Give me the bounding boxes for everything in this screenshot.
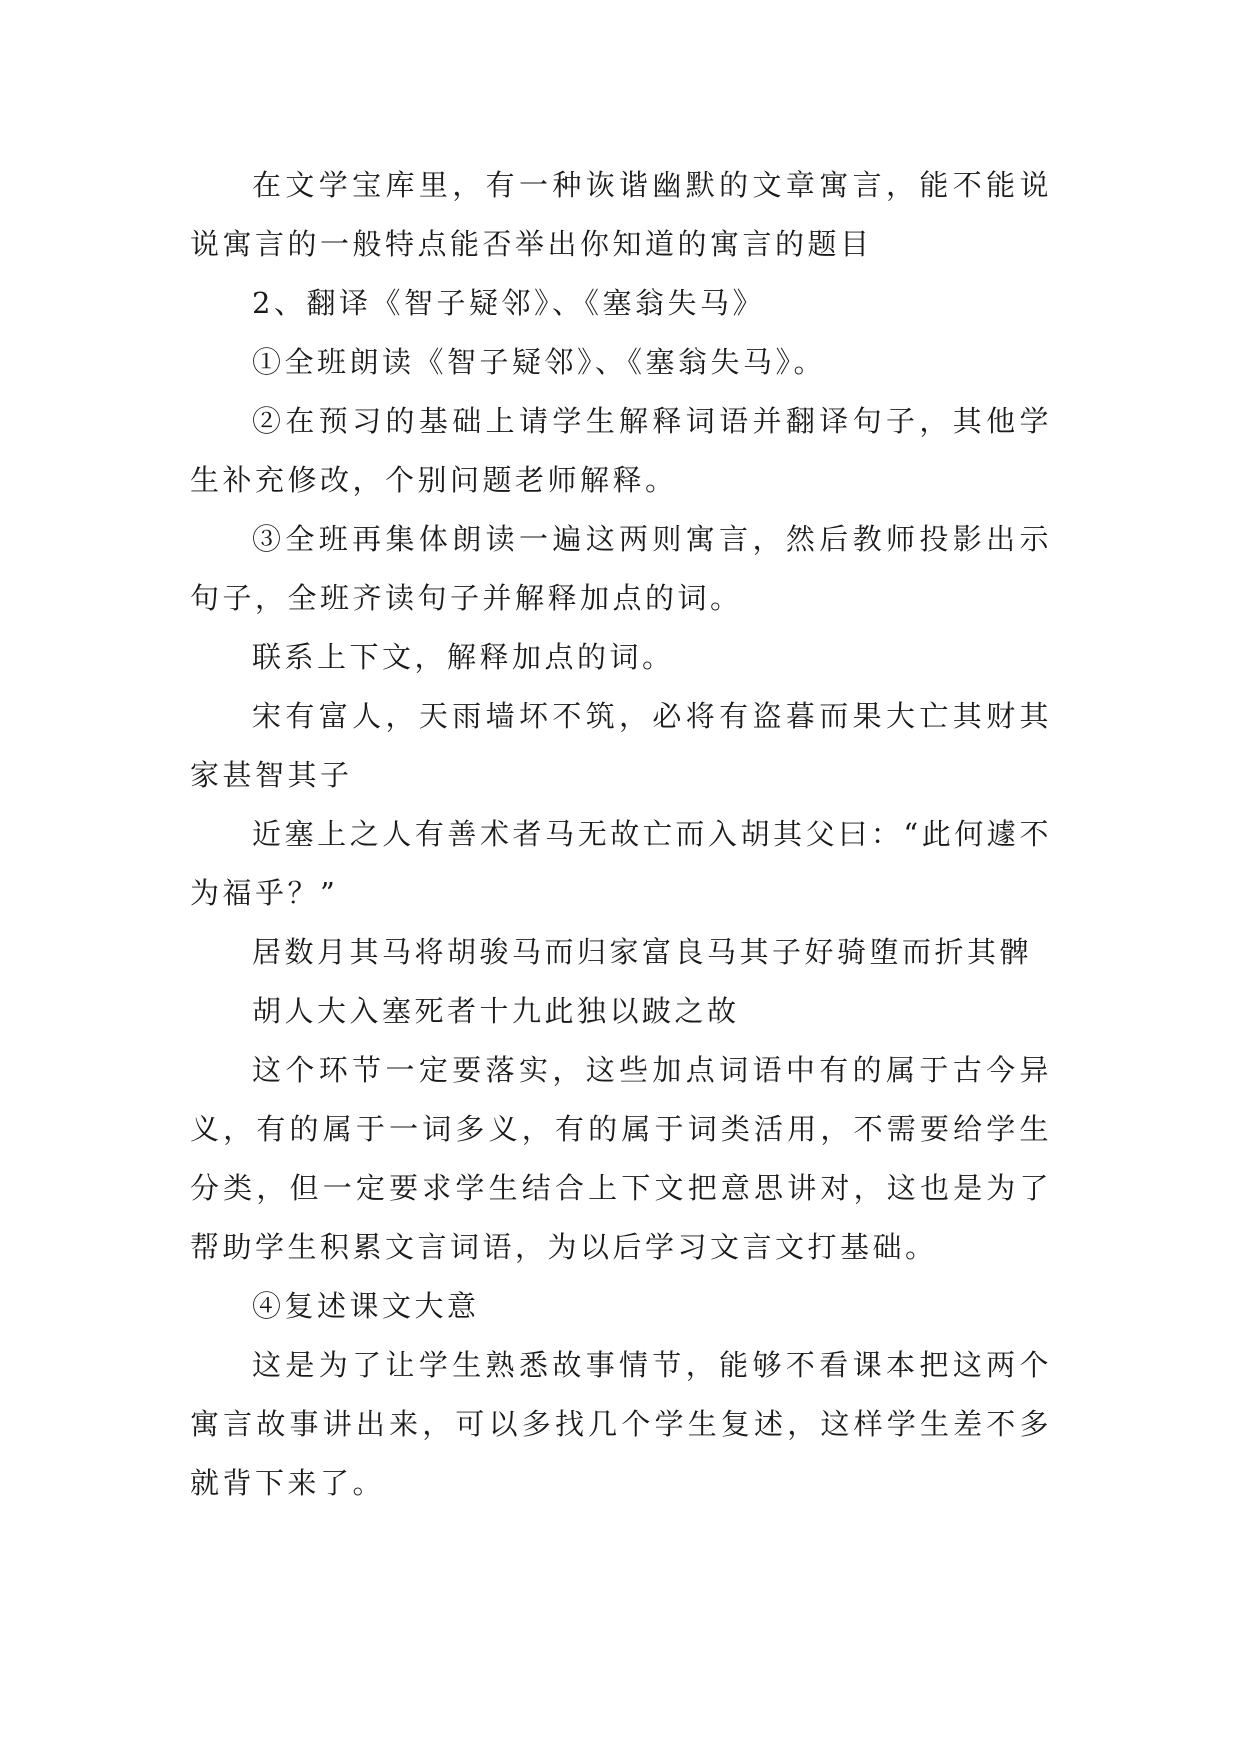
paragraph-retell-note: 这是为了让学生熟悉故事情节，能够不看课本把这两个寓言故事讲出来，可以多找几个学生复述，这样学生差不多就背下来了。 (190, 1348, 1052, 1500)
paragraph-quote-sai-3: 胡人大入塞死者十九此独以跛之故 (252, 994, 740, 1028)
paragraph-teaching-note: 这个环节一定要落实，这些加点词语中有的属于古今异义，有的属于一词多义，有的属于词类活用，不需要给学生分类，但一定要求学生结合上下文把意思讲对，这也是为了帮助学生积累文言词语，为以后学习文言文打基础。 (190, 1053, 1052, 1264)
paragraph-quote-sai-1: 近塞上之人有善术者马无故亡而入胡其父曰：“此何遽不为福乎？” (190, 817, 1052, 910)
paragraph-context-instruction: 联系上下文，解释加点的词。 (252, 640, 675, 674)
paragraph-step-reread: ③全班再集体朗读一遍这两则寓言，然后教师投影出示句子，全班齐读句子并解释加点的词。 (190, 522, 1052, 615)
document-body (190, 156, 1052, 1513)
paragraph-step-read-aloud: ①全班朗读《智子疑邻》、《塞翁失马》。 (252, 345, 827, 379)
paragraph-quote-sai-2: 居数月其马将胡骏马而归家富良马其子好骑堕而折其髀 (252, 935, 1033, 969)
paragraph-intro: 在文学宝库里，有一种诙谐幽默的文章寓言，能不能说说寓言的一般特点能否举出你知道的寓言的题目 (190, 168, 1052, 261)
paragraph-step-2-heading: 2、翻译《智子疑邻》、《塞翁失马》 (252, 286, 765, 320)
paragraph-quote-song: 宋有富人，天雨墙坏不筑，必将有盗暮而果大亡其财其家甚智其子 (190, 699, 1052, 792)
paragraph-step-explain-words: ②在预习的基础上请学生解释词语并翻译句子，其他学生补充修改，个别问题老师解释。 (190, 404, 1052, 497)
paragraph-step-retell-heading: ④复述课文大意 (252, 1289, 480, 1323)
